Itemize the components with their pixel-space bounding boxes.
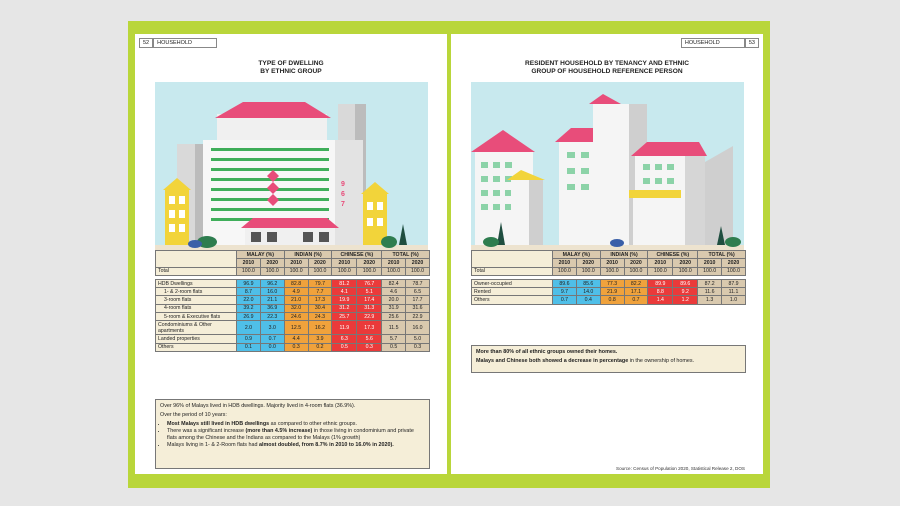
col-header-total: TOTAL (%)	[382, 251, 430, 259]
table-row	[156, 304, 430, 312]
section-label: HOUSEHOLD	[681, 38, 745, 48]
value-cell: 78.7	[406, 279, 430, 287]
value-cell: 9.7	[553, 288, 577, 296]
value-cell: 96.2	[260, 279, 284, 287]
value-cell: 89.6	[553, 279, 577, 287]
table-row	[156, 279, 430, 287]
value-cell: 0.2	[308, 343, 332, 351]
row-label: Others	[472, 296, 553, 304]
value-cell: 0.7	[260, 335, 284, 343]
tenancy-table	[471, 250, 746, 305]
value-cell: 25.7	[332, 313, 357, 321]
value-cell: 6.3	[332, 335, 357, 343]
year-cell: 2010	[237, 259, 261, 267]
dwelling-table	[155, 250, 430, 352]
row-label: 4-room flats	[156, 304, 237, 312]
value-cell: 5.7	[382, 335, 406, 343]
table-row	[156, 321, 430, 335]
value-cell: 8.7	[237, 288, 261, 296]
row-label: 3-room flats	[156, 296, 237, 304]
value-cell: 21.1	[260, 296, 284, 304]
right-page	[451, 34, 763, 474]
right-note-1: More than 80% of all ethnic groups owned their homes.	[476, 349, 618, 355]
left-notes	[155, 399, 430, 469]
row-label: Condominiums & Other apartments	[156, 321, 237, 335]
value-cell: 96.9	[237, 279, 261, 287]
value-cell: 100.0	[284, 267, 308, 275]
value-cell: 17.3	[357, 321, 382, 335]
page-number: 52	[139, 38, 153, 48]
dwelling-illustration	[155, 82, 428, 252]
value-cell: 9.2	[673, 288, 698, 296]
value-cell: 100.0	[308, 267, 332, 275]
value-cell: 21.0	[284, 296, 308, 304]
value-cell: 81.2	[332, 279, 357, 287]
col-header-chinese: CHINESE (%)	[332, 251, 382, 259]
table-row	[156, 267, 430, 275]
right-title-line1: RESIDENT HOUSEHOLD BY TENANCY AND ETHNIC	[524, 60, 689, 67]
year-cell: 2020	[260, 259, 284, 267]
value-cell: 89.6	[673, 279, 698, 287]
table-row	[472, 267, 746, 275]
year-cell: 2020	[673, 259, 698, 267]
value-cell: 0.3	[284, 343, 308, 351]
value-cell: 100.0	[673, 267, 698, 275]
value-cell: 20.0	[382, 296, 406, 304]
book-spread	[128, 21, 770, 488]
value-cell: 100.0	[722, 267, 746, 275]
year-cell: 2020	[357, 259, 382, 267]
value-cell: 24.3	[308, 313, 332, 321]
value-cell: 4.1	[332, 288, 357, 296]
svg-text:9: 9	[341, 181, 345, 188]
value-cell: 22.9	[406, 313, 430, 321]
svg-text:7: 7	[341, 201, 345, 208]
value-cell: 22.9	[357, 313, 382, 321]
value-cell: 82.4	[382, 279, 406, 287]
source-note: Source: Census of Population 2020, Statistical Release 2, DOS	[616, 466, 745, 471]
value-cell: 31.2	[332, 304, 357, 312]
right-title-line2: GROUP OF HOUSEHOLD REFERENCE PERSON	[531, 68, 683, 75]
value-cell: 89.9	[648, 279, 673, 287]
value-cell: 100.0	[600, 267, 624, 275]
value-cell: 0.9	[237, 335, 261, 343]
value-cell: 5.1	[357, 288, 382, 296]
value-cell: 31.6	[406, 304, 430, 312]
right-page-header	[681, 38, 759, 47]
year-cell: 2010	[648, 259, 673, 267]
table-row	[156, 288, 430, 296]
table-row	[472, 296, 746, 304]
row-label: Landed properties	[156, 335, 237, 343]
value-cell: 16.0	[406, 321, 430, 335]
value-cell: 0.3	[406, 343, 430, 351]
value-cell: 22.0	[237, 296, 261, 304]
value-cell: 1.4	[648, 296, 673, 304]
left-note-bullet-3: • Malays living in 1- & 2-Room flats had almost doubled, from 8.7% in 2010 to 16.0% in 2020).	[167, 442, 425, 449]
row-label: 5-room & Executive flats	[156, 313, 237, 321]
value-cell: 25.6	[382, 313, 406, 321]
col-header-chinese: CHINESE (%)	[648, 251, 698, 259]
value-cell: 0.8	[600, 296, 624, 304]
right-note-2: Malays and Chinese both showed a decrease in percentage in the ownership of homes.	[476, 358, 695, 364]
value-cell: 31.9	[382, 304, 406, 312]
value-cell: 39.2	[237, 304, 261, 312]
value-cell: 5.6	[357, 335, 382, 343]
year-cell: 2020	[406, 259, 430, 267]
table-row	[156, 313, 430, 321]
page-number: 53	[745, 38, 759, 48]
value-cell: 82.8	[284, 279, 308, 287]
value-cell: 11.6	[698, 288, 722, 296]
row-label: Total	[156, 267, 237, 275]
value-cell: 11.1	[722, 288, 746, 296]
table-row	[156, 296, 430, 304]
value-cell: 87.2	[698, 279, 722, 287]
value-cell: 85.6	[576, 279, 600, 287]
value-cell: 4.6	[382, 288, 406, 296]
value-cell: 100.0	[357, 267, 382, 275]
value-cell: 6.5	[406, 288, 430, 296]
value-cell: 16.2	[308, 321, 332, 335]
value-cell: 0.5	[382, 343, 406, 351]
value-cell: 36.9	[260, 304, 284, 312]
value-cell: 0.5	[332, 343, 357, 351]
row-label: Rented	[472, 288, 553, 296]
value-cell: 0.4	[576, 296, 600, 304]
value-cell: 31.3	[357, 304, 382, 312]
col-header-indian: INDIAN (%)	[284, 251, 332, 259]
value-cell: 100.0	[382, 267, 406, 275]
value-cell: 1.3	[698, 296, 722, 304]
year-cell: 2020	[624, 259, 648, 267]
year-cell: 2020	[576, 259, 600, 267]
year-cell: 2020	[722, 259, 746, 267]
row-label: HDB Dwellings	[156, 279, 237, 287]
value-cell: 26.9	[237, 313, 261, 321]
section-label: HOUSEHOLD	[153, 38, 217, 48]
value-cell: 0.0	[260, 343, 284, 351]
value-cell: 32.0	[284, 304, 308, 312]
table-row	[156, 335, 430, 343]
value-cell: 1.2	[673, 296, 698, 304]
value-cell: 16.0	[260, 288, 284, 296]
table-row	[156, 343, 430, 351]
year-cell: 2010	[382, 259, 406, 267]
value-cell: 100.0	[260, 267, 284, 275]
row-label: Total	[472, 267, 553, 275]
year-cell: 2010	[600, 259, 624, 267]
left-note-bullet-2: • There was a significant increase (more than 4.5% increase) in those living in condominium and private flats among the Chinese and the Indians as compared to the Malays (1% growth)	[167, 428, 425, 442]
col-header-malay: MALAY (%)	[553, 251, 601, 259]
value-cell: 0.7	[553, 296, 577, 304]
table-row	[472, 288, 746, 296]
value-cell: 3.9	[308, 335, 332, 343]
value-cell: 5.0	[406, 335, 430, 343]
col-header-malay: MALAY (%)	[237, 251, 285, 259]
value-cell: 17.4	[357, 296, 382, 304]
table-row	[472, 279, 746, 287]
value-cell: 4.9	[284, 288, 308, 296]
value-cell: 0.3	[357, 343, 382, 351]
value-cell: 100.0	[332, 267, 357, 275]
left-page-header	[139, 38, 217, 47]
value-cell: 30.4	[308, 304, 332, 312]
year-cell: 2010	[553, 259, 577, 267]
row-label: 1- & 2-room flats	[156, 288, 237, 296]
row-label: Owner-occupied	[472, 279, 553, 287]
row-label: Others	[156, 343, 237, 351]
value-cell: 7.7	[308, 288, 332, 296]
value-cell: 77.3	[600, 279, 624, 287]
value-cell: 100.0	[576, 267, 600, 275]
value-cell: 100.0	[648, 267, 673, 275]
left-note-bullet-1: • Most Malays still lived in HDB dwellings as compared to other ethnic groups.	[167, 421, 425, 428]
left-title-line1: TYPE OF DWELLING	[258, 60, 324, 67]
value-cell: 100.0	[624, 267, 648, 275]
left-note-summary: Over 96% of Malays lived in HDB dwellings. Majority lived in 4-room flats (36.9%).	[160, 403, 356, 409]
left-page	[135, 34, 447, 474]
year-cell: 2010	[698, 259, 722, 267]
year-cell: 2010	[284, 259, 308, 267]
value-cell: 100.0	[237, 267, 261, 275]
value-cell: 22.3	[260, 313, 284, 321]
right-title	[451, 60, 763, 76]
value-cell: 8.8	[648, 288, 673, 296]
col-header-indian: INDIAN (%)	[600, 251, 648, 259]
value-cell: 76.7	[357, 279, 382, 287]
value-cell: 17.3	[308, 296, 332, 304]
tenancy-illustration	[471, 82, 744, 252]
year-cell: 2020	[308, 259, 332, 267]
col-header-total: TOTAL (%)	[698, 251, 746, 259]
value-cell: 17.1	[624, 288, 648, 296]
value-cell: 11.5	[382, 321, 406, 335]
value-cell: 2.0	[237, 321, 261, 335]
value-cell: 24.6	[284, 313, 308, 321]
left-title	[135, 60, 447, 76]
value-cell: 14.0	[576, 288, 600, 296]
value-cell: 79.7	[308, 279, 332, 287]
value-cell: 1.0	[722, 296, 746, 304]
left-title-line2: BY ETHNIC GROUP	[260, 68, 322, 75]
value-cell: 100.0	[698, 267, 722, 275]
year-cell: 2010	[332, 259, 357, 267]
left-note-period: Over the period of 10 years:	[160, 412, 227, 418]
value-cell: 87.9	[722, 279, 746, 287]
value-cell: 21.9	[600, 288, 624, 296]
value-cell: 3.0	[260, 321, 284, 335]
svg-text:6: 6	[341, 191, 345, 198]
value-cell: 19.9	[332, 296, 357, 304]
value-cell: 0.1	[237, 343, 261, 351]
value-cell: 0.7	[624, 296, 648, 304]
value-cell: 17.7	[406, 296, 430, 304]
right-notes	[471, 345, 746, 373]
value-cell: 82.2	[624, 279, 648, 287]
value-cell: 4.4	[284, 335, 308, 343]
value-cell: 12.5	[284, 321, 308, 335]
value-cell: 11.9	[332, 321, 357, 335]
value-cell: 100.0	[406, 267, 430, 275]
value-cell: 100.0	[553, 267, 577, 275]
